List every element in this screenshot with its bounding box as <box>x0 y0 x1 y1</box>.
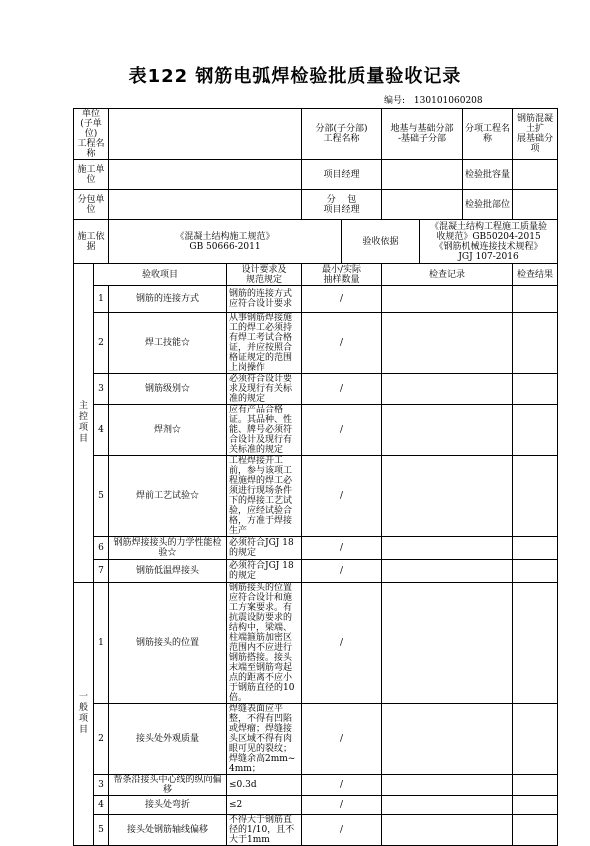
row-number: 2 <box>94 704 109 775</box>
table-row <box>74 405 558 456</box>
sample-count: / <box>302 796 382 815</box>
batch-capacity-value <box>513 160 558 190</box>
row-number: 6 <box>94 537 109 560</box>
item-project-value: 钢筋混凝土扩 展基础分项 <box>513 109 558 160</box>
inspection-record <box>382 560 513 583</box>
code-label: 编号: <box>384 96 406 106</box>
sub-manager-value <box>382 190 463 220</box>
sample-count: / <box>302 374 382 405</box>
inspection-result <box>513 583 558 704</box>
project-manager-value <box>382 160 463 190</box>
sample-count: / <box>302 583 382 704</box>
table-row <box>74 704 558 775</box>
col-header-item: 验收项目 <box>94 264 227 286</box>
item-name: 接头处弯折 <box>109 796 227 815</box>
row-number: 1 <box>94 583 109 704</box>
main-section-text: 主控项目 <box>78 401 88 444</box>
inspection-record <box>382 456 513 537</box>
item-project-label: 分项工程名称 <box>463 109 513 160</box>
requirement-text: 不得大于钢筋直径的1/10，且不大于1mm <box>227 815 302 846</box>
inspection-result <box>513 374 558 405</box>
construction-basis-value: 《混凝土结构施工规范》 GB 50666-2011 <box>109 220 342 264</box>
sample-count: / <box>302 286 382 313</box>
col-header-record: 检查记录 <box>382 264 513 286</box>
general-section-text: 一般项目 <box>78 692 88 735</box>
sample-count: / <box>302 537 382 560</box>
table-row <box>74 583 558 704</box>
row-number: 5 <box>94 456 109 537</box>
requirement-text: ≤0.3d <box>227 775 302 796</box>
sample-count: / <box>302 456 382 537</box>
table-row <box>74 775 558 796</box>
sample-count: / <box>302 775 382 796</box>
inspection-result <box>513 313 558 374</box>
general-section-label <box>74 583 94 846</box>
requirement-text: 钢筋接头的位置应符合设计和施工方案要求。有抗震设防要求的结构中，梁端、柱端箍筋加密区范围内不应进行钢筋搭接。接头末端至钢筋弯起点的距离不应小于钢筋直径的10倍。 <box>227 583 302 704</box>
sub-manager-label: 分 包 项目经理 <box>302 190 382 220</box>
inspection-record <box>382 405 513 456</box>
sub-project-label: 分部(子分部) 工程名称 <box>302 109 382 160</box>
batch-part-value <box>513 190 558 220</box>
document-code <box>384 93 489 106</box>
row-number: 7 <box>94 560 109 583</box>
row-number: 4 <box>94 796 109 815</box>
inspection-record <box>382 313 513 374</box>
unit-name-value <box>109 109 302 160</box>
table-row <box>74 537 558 560</box>
sample-count: / <box>302 313 382 374</box>
inspection-record <box>382 775 513 796</box>
construction-unit-value <box>109 160 302 190</box>
inspection-record <box>382 537 513 560</box>
item-name: 钢筋接头的位置 <box>109 583 227 704</box>
requirement-text: 工程焊接开工前，参与该项工程施焊的焊工必须进行现场条件下的焊接工艺试验，应经试验合格，方准于焊接生产 <box>227 456 302 537</box>
inspection-record <box>382 374 513 405</box>
requirement-text: 焊缝表面应平整，不得有凹陷或焊瘤；焊缝接头区域不得有肉眼可见的裂纹；焊缝余高2mm~4mm； <box>227 704 302 775</box>
item-name: 焊剂☆ <box>109 405 227 456</box>
row-number: 2 <box>94 313 109 374</box>
main-section-label <box>74 264 94 583</box>
sample-count: / <box>302 704 382 775</box>
inspection-result <box>513 405 558 456</box>
subcontract-unit-value <box>109 190 302 220</box>
requirement-text: 必须符合JGJ 18的规定 <box>227 537 302 560</box>
table-row <box>74 560 558 583</box>
item-name: 焊工技能☆ <box>109 313 227 374</box>
requirement-text: 钢筋的连接方式应符合设计要求 <box>227 286 302 313</box>
requirement-text: 应有产品合格证。其品种、性能、牌号必须符合设计及现行有关标准的规定 <box>227 405 302 456</box>
project-manager-label: 项目经理 <box>302 160 382 190</box>
item-name: 接头处外观质量 <box>109 704 227 775</box>
inspection-result <box>513 537 558 560</box>
row-number: 3 <box>94 374 109 405</box>
acceptance-table <box>73 108 558 846</box>
code-value: 130101060208 <box>413 96 483 106</box>
col-header-result: 检查结果 <box>513 264 558 286</box>
item-name: 焊前工艺试验☆ <box>109 456 227 537</box>
item-name: 钢筋焊接接头的力学性能检验☆ <box>109 537 227 560</box>
acceptance-basis-label: 验收依据 <box>342 220 420 264</box>
table-row <box>74 796 558 815</box>
inspection-record <box>382 815 513 846</box>
requirement-text: 必须符合设计要求及现行有关标准的规定 <box>227 374 302 405</box>
construction-unit-label: 施工单位 <box>74 160 109 190</box>
page-title: 表122 钢筋电弧焊检验批质量验收记录 <box>128 66 462 87</box>
inspection-record <box>382 704 513 775</box>
table-row <box>74 313 558 374</box>
requirement-text: ≤2 <box>227 796 302 815</box>
batch-part-label: 检验批部位 <box>463 190 513 220</box>
inspection-result <box>513 815 558 846</box>
batch-capacity-label: 检验批容量 <box>463 160 513 190</box>
item-name: 钢筋级别☆ <box>109 374 227 405</box>
requirement-text: 从事钢筋焊接施工的焊工必须持有焊工考试合格证，并应按照合格证规定的范围上岗操作 <box>227 313 302 374</box>
inspection-record <box>382 583 513 704</box>
sub-project-value: 地基与基础分部 -基础子分部 <box>382 109 463 160</box>
col-header-min-count: 最小/实际 抽样数量 <box>302 264 382 286</box>
col-header-requirement: 设计要求及 规范规定 <box>227 264 302 286</box>
table-row <box>74 286 558 313</box>
sample-count: / <box>302 405 382 456</box>
row-number: 4 <box>94 405 109 456</box>
sample-count: / <box>302 815 382 846</box>
inspection-result <box>513 704 558 775</box>
inspection-record <box>382 286 513 313</box>
table-row <box>74 374 558 405</box>
inspection-result <box>513 796 558 815</box>
row-number: 5 <box>94 815 109 846</box>
construction-basis-label: 施工依据 <box>74 220 109 264</box>
table-row <box>74 815 558 846</box>
inspection-result <box>513 560 558 583</box>
acceptance-basis-value: 《混凝土结构工程施工质量验 收规范》GB50204-2015 《钢筋机械连接技术规程》 JGJ 107-2016 <box>420 220 558 264</box>
sample-count: / <box>302 560 382 583</box>
table-row <box>74 456 558 537</box>
subcontract-unit-label: 分包单位 <box>74 190 109 220</box>
row-number: 1 <box>94 286 109 313</box>
item-name: 接头处钢筋轴线偏移 <box>109 815 227 846</box>
requirement-text: 必须符合JGJ 18的规定 <box>227 560 302 583</box>
inspection-record <box>382 796 513 815</box>
row-number: 3 <box>94 775 109 796</box>
unit-name-label: 单位(子单位) 工程名称 <box>74 109 109 160</box>
inspection-result <box>513 456 558 537</box>
item-name: 钢筋的连接方式 <box>109 286 227 313</box>
item-name: 钢筋低温焊接头 <box>109 560 227 583</box>
inspection-result <box>513 286 558 313</box>
inspection-result <box>513 775 558 796</box>
item-name: 帮条沿接头中心线的纵向偏移 <box>109 775 227 796</box>
